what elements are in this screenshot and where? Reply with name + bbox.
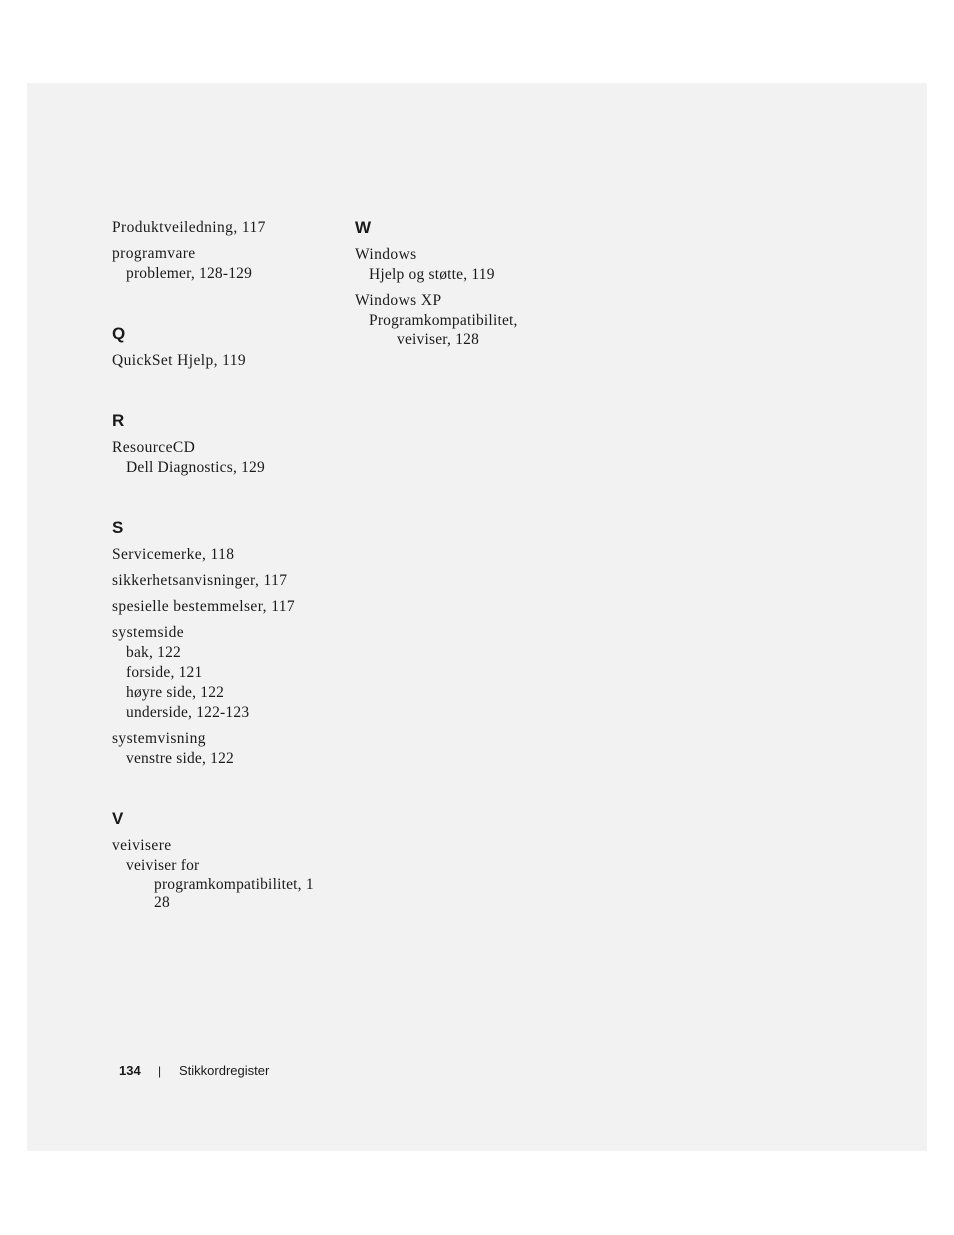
index-entry: spesielle bestemmelser, 117 (112, 598, 296, 615)
section-letter-v: V (112, 809, 124, 828)
index-group-w (355, 245, 585, 349)
index-subentry (112, 876, 342, 912)
index-entry: Produktveiledning, 117 (112, 219, 266, 236)
index-subentry: Hjelp og støtte, 119 (369, 266, 495, 283)
page-number: 134 (119, 1063, 141, 1078)
index-subentry-line: veiviser, 128 (397, 331, 480, 348)
index-entry: Windows XP (355, 292, 442, 309)
index-entry: sikkerhetsanvisninger, 117 (112, 572, 288, 589)
index-entry: ResourceCD (112, 439, 196, 456)
section-letter-r: R (112, 411, 125, 430)
index-entry: veivisere (112, 837, 172, 854)
index-entry: systemside (112, 624, 185, 641)
index-column-right (355, 218, 585, 349)
index-group-q (112, 351, 342, 371)
section-letter-s: S (112, 518, 124, 537)
index-subentry: Programkompatibilitet, (369, 312, 518, 329)
index-entry: Windows (355, 246, 417, 263)
index-subentry-line: 28 (154, 894, 170, 911)
index-subentry: Dell Diagnostics, 129 (126, 459, 265, 476)
footer-section-title: Stikkordregister (179, 1063, 270, 1078)
index-subentry: underside, 122-123 (126, 704, 250, 721)
index-subentry: forside, 121 (126, 664, 203, 681)
index-group-v (112, 836, 342, 912)
index-entry: systemvisning (112, 730, 206, 747)
index-subentry-line: programkompatibilitet, 1 (154, 876, 314, 893)
index-group-s (112, 545, 342, 769)
index-subentry: bak, 122 (126, 644, 181, 661)
page-footer (119, 1062, 269, 1080)
index-subentry: høyre side, 122 (126, 684, 225, 701)
index-subentry: problemer, 128-129 (126, 265, 253, 282)
section-letter-q: Q (112, 324, 126, 343)
index-entry: programvare (112, 245, 196, 262)
index-group-r (112, 438, 342, 478)
footer-separator: | (158, 1064, 162, 1078)
index-subentry: venstre side, 122 (126, 750, 235, 767)
index-group-p (112, 218, 342, 284)
index-column-left (112, 218, 342, 912)
index-subentry (355, 331, 585, 349)
index-entry: QuickSet Hjelp, 119 (112, 352, 247, 369)
section-letter-w: W (355, 218, 372, 237)
index-entry: Servicemerke, 118 (112, 546, 235, 563)
index-subentry: veiviser for (126, 857, 200, 874)
